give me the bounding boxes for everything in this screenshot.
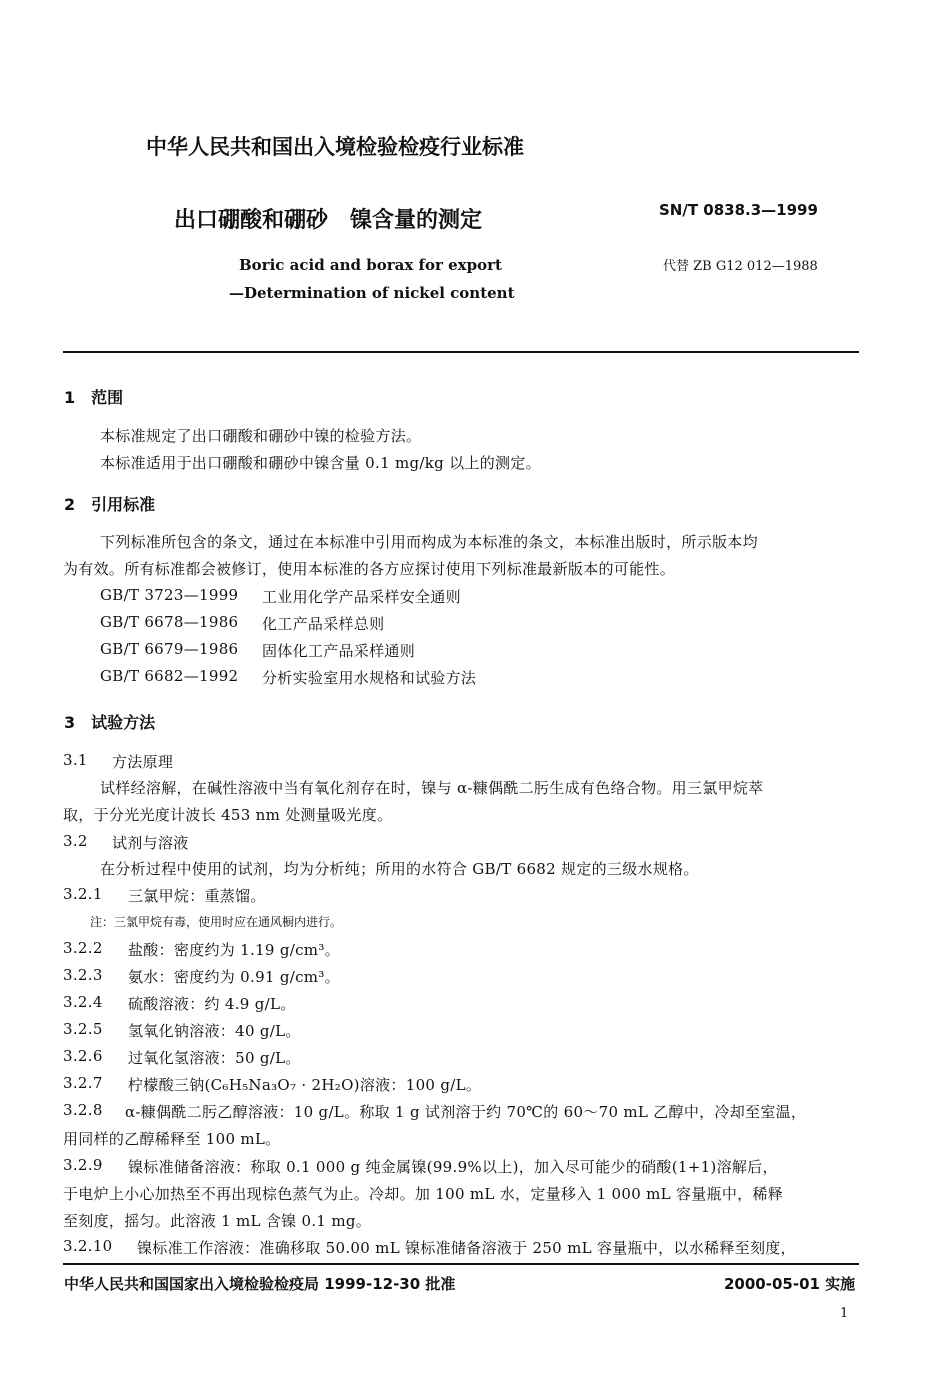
replaces-standard: 代替 ZB G12 012—1988: [663, 259, 818, 274]
clause-paragraph: 试样经溶解，在碱性溶液中当有氧化剂存在时，镍与 α-糠偶酰二肟生成有色络合物。用三氯甲烷萃: [100, 779, 764, 797]
item-number: 3.2.5: [63, 1020, 103, 1038]
item-text: 过氧化氢溶液：50 g/L。: [128, 1049, 301, 1067]
section-2-heading: 2 引用标准: [64, 495, 156, 514]
item-text: 盐酸：密度约为 1.19 g/cm³。: [128, 941, 340, 959]
document-title: 出口硼酸和硼砂 镍含量的测定: [174, 208, 483, 233]
reference-code: GB/T 6679—1986: [100, 640, 239, 658]
item-text: 用同样的乙醇稀释至 100 mL。: [63, 1130, 281, 1148]
reference-title: 分析实验室用水规格和试验方法: [262, 669, 477, 687]
item-number: 3.2.4: [63, 993, 103, 1011]
header-divider: [63, 351, 859, 353]
item-text: 硫酸溶液：约 4.9 g/L。: [128, 995, 296, 1013]
item-text: 至刻度，摇匀。此溶液 1 mL 含镍 0.1 mg。: [63, 1212, 372, 1230]
item-text: 氨水：密度约为 0.91 g/cm³。: [128, 968, 340, 986]
item-text: 镍标准储备溶液：称取 0.1 000 g 纯金属镍(99.9%以上)，加入尽可能少的硝酸(1+1)溶解后，: [128, 1158, 778, 1176]
clause-number: 3.2: [63, 832, 88, 850]
clause-title: 试剂与溶液: [112, 834, 189, 852]
reference-code: GB/T 3723—1999: [100, 586, 239, 604]
clause-paragraph: 在分析过程中使用的试剂，均为分析纯；所用的水符合 GB/T 6682 规定的三级水规格。: [100, 860, 699, 878]
effective-date: 2000-05-01 实施: [724, 1275, 856, 1293]
item-number: 3.2.2: [63, 939, 103, 957]
section-2-paragraph: 下列标准所包含的条文，通过在本标准中引用而构成为本标准的条文，本标准出版时，所示版本均: [100, 533, 758, 551]
item-text: 镍标准工作溶液：准确移取 50.00 mL 镍标准储备溶液于 250 mL 容量瓶中，以水稀释至刻度，: [137, 1239, 796, 1257]
agency-title: 中华人民共和国出入境检验检疫行业标准: [146, 135, 524, 159]
item-number: 3.2.7: [63, 1074, 103, 1092]
section-1-paragraph: 本标准规定了出口硼酸和硼砂中镍的检验方法。: [100, 427, 422, 445]
clause-paragraph: 取，于分光光度计波长 453 nm 处测量吸光度。: [63, 806, 393, 824]
item-text: 柠檬酸三钠(C₆H₅Na₃O₇ · 2H₂O)溶液：100 g/L。: [128, 1076, 482, 1094]
reference-code: GB/T 6682—1992: [100, 667, 239, 685]
standard-number: SN/T 0838.3—1999: [659, 201, 818, 219]
approval-line: 中华人民共和国国家出入境检验检疫局 1999-12-30 批准: [64, 1275, 456, 1293]
clause-title: 方法原理: [112, 753, 174, 771]
section-1-paragraph: 本标准适用于出口硼酸和硼砂中镍含量 0.1 mg/kg 以上的测定。: [100, 454, 541, 472]
item-number: 3.2.8: [63, 1101, 103, 1119]
english-title-line-2: —Determination of nickel content: [229, 284, 515, 302]
section-1-heading: 1 范围: [64, 388, 124, 407]
item-number: 3.2.6: [63, 1047, 103, 1065]
section-3-heading: 3 试验方法: [64, 713, 156, 732]
item-text: 氢氧化钠溶液：40 g/L。: [128, 1022, 301, 1040]
english-title-line-1: Boric acid and borax for export: [239, 256, 502, 274]
page-number: 1: [840, 1306, 849, 1321]
reference-title: 固体化工产品采样通则: [262, 642, 416, 660]
item-number: 3.2.3: [63, 966, 103, 984]
reference-title: 工业用化学产品采样安全通则: [262, 588, 461, 606]
item-text: 于电炉上小心加热至不再出现棕色蒸气为止。冷却。加 100 mL 水，定量移入 1 000 mL 容量瓶中，稀释: [63, 1185, 784, 1203]
footer-divider: [63, 1263, 859, 1265]
reference-code: GB/T 6678—1986: [100, 613, 239, 631]
item-number: 3.2.9: [63, 1156, 103, 1174]
item-text: α-糠偶酰二肟乙醇溶液：10 g/L。称取 1 g 试剂溶于约 70℃的 60～70 mL 乙醇中，冷却至室温，: [125, 1103, 807, 1121]
reference-title: 化工产品采样总则: [262, 615, 385, 633]
note-text: 注：三氯甲烷有毒，使用时应在通风橱内进行。: [90, 915, 343, 929]
item-number: 3.2.1: [63, 885, 103, 903]
section-2-paragraph: 为有效。所有标准都会被修订，使用本标准的各方应探讨使用下列标准最新版本的可能性。: [63, 560, 676, 578]
item-text: 三氯甲烷：重蒸馏。: [128, 887, 266, 905]
item-number: 3.2.10: [63, 1237, 113, 1255]
clause-number: 3.1: [63, 751, 88, 769]
